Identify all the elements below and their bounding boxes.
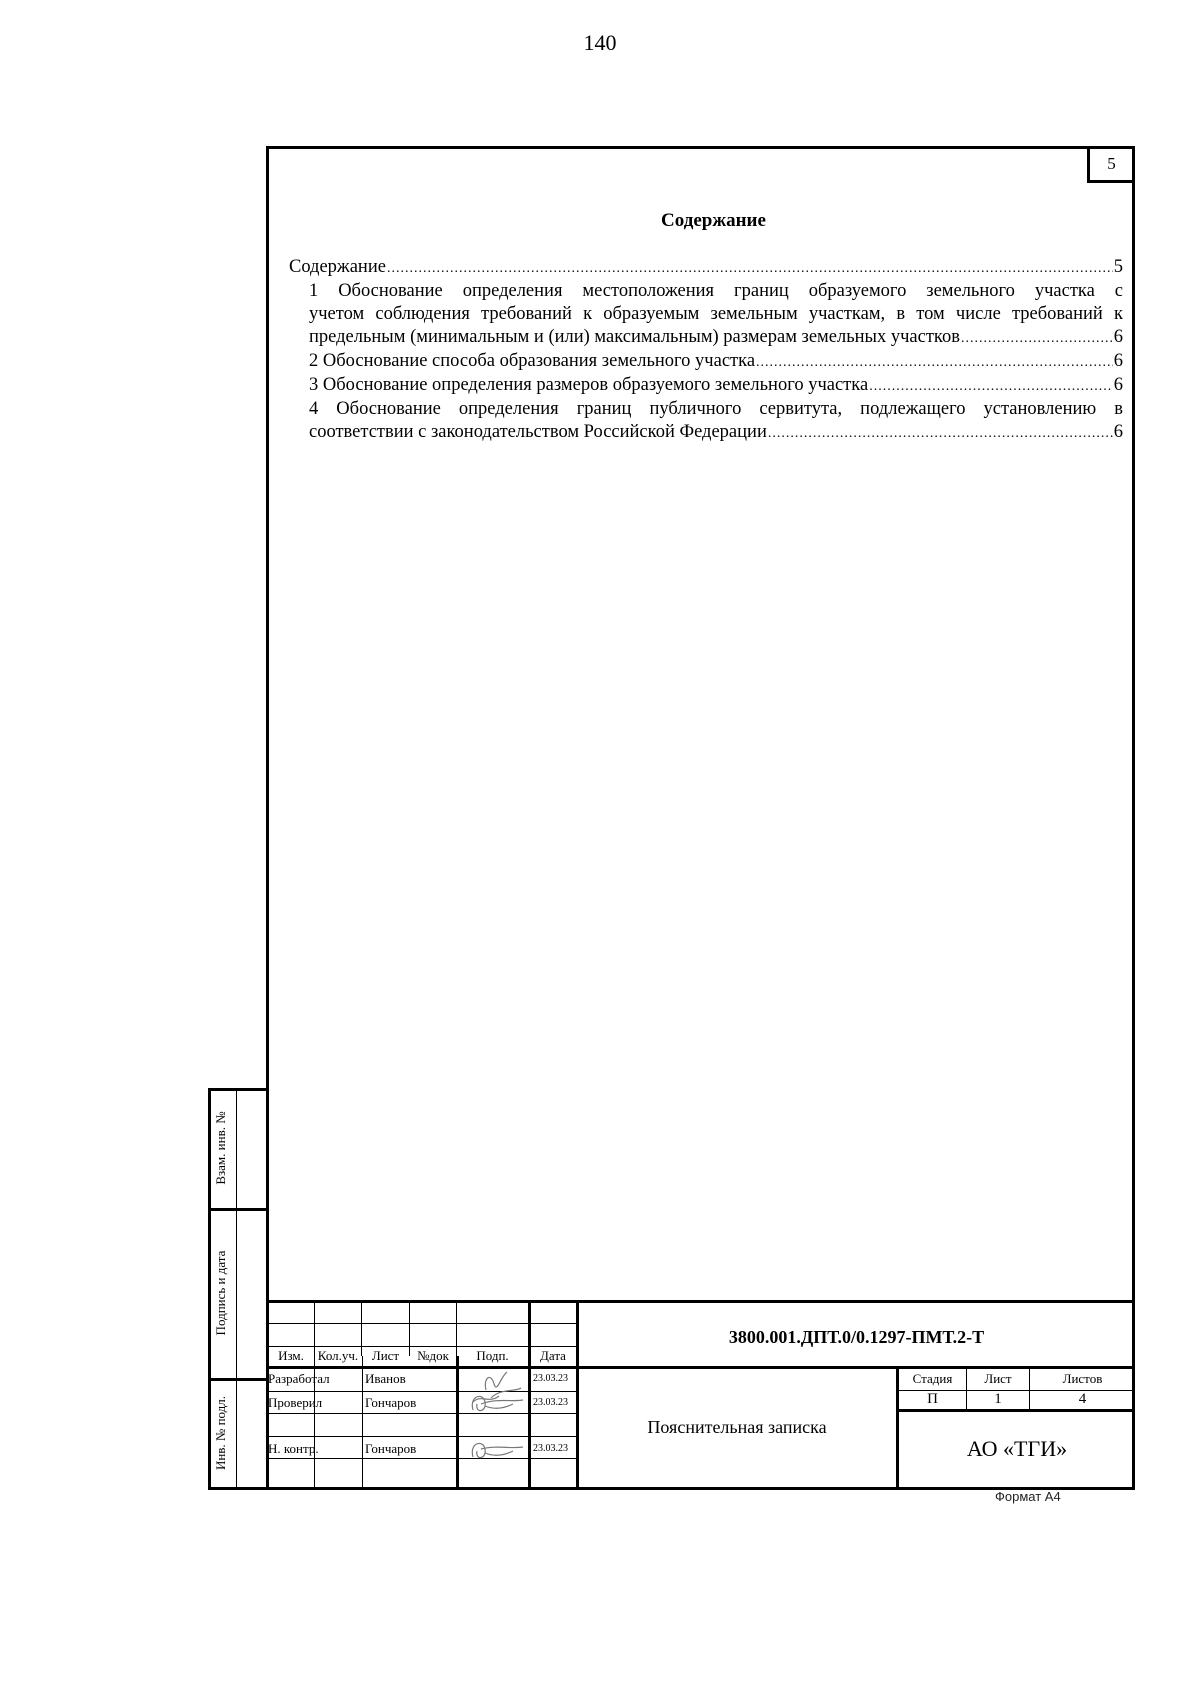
row-name: Гончаров xyxy=(365,1441,417,1456)
toc-entry[interactable] xyxy=(289,256,1123,280)
toc-entry-page: 6 xyxy=(1113,375,1123,395)
toc-entry-text: 2 Обоснование способа образования земельного участка xyxy=(309,351,756,371)
toc-leader xyxy=(756,350,1113,374)
toc-entry-text: 4 Обоснование определения границ публичного сервитута, подлежащего установлению в xyxy=(309,399,1123,419)
organization-name: АО «ТГИ» xyxy=(966,1436,1068,1461)
sheet-header: Лист xyxy=(984,1371,1012,1386)
document-code: 3800.001.ДПТ.0/0.1297-ПМТ.2-Т xyxy=(728,1327,985,1347)
header-ndok: №док xyxy=(417,1348,449,1363)
toc-title: Содержание xyxy=(661,210,766,231)
sheet-number: 5 xyxy=(1087,148,1133,183)
stamp-vzam-label: Взам. инв. № xyxy=(213,1111,228,1185)
toc-leader xyxy=(387,256,1113,280)
toc-entry-text: учетом соблюдения требований к образуемым земельным участкам, в том числе требований к xyxy=(309,304,1123,324)
sheets-header: Листов xyxy=(1062,1371,1103,1386)
toc-entry-text: 1 Обоснование определения местоположения границ образуемого земельного участка с xyxy=(309,281,1123,301)
row-name: Иванов xyxy=(365,1371,406,1386)
header-kol-uch: Кол.уч. xyxy=(317,1348,359,1363)
toc-entry-text: Содержание xyxy=(289,257,386,277)
row-name: Гончаров xyxy=(365,1395,417,1410)
header-izm: Изм. xyxy=(278,1348,304,1363)
stage-value: П xyxy=(927,1391,938,1407)
sheets-value: 4 xyxy=(1078,1391,1087,1407)
sheet-value: 1 xyxy=(994,1391,1002,1407)
stamp-podpis-label: Подпись и дата xyxy=(213,1250,228,1336)
stage-header: Стадия xyxy=(912,1371,953,1386)
toc-entry-text: 3 Обоснование определения размеров образуемого земельного участка xyxy=(309,375,869,395)
toc-entry-page: 6 xyxy=(1113,327,1123,347)
row-date: 23.03.23 xyxy=(533,1443,568,1454)
signature-goncharov xyxy=(461,1388,531,1418)
header-podp: Подп. xyxy=(476,1348,509,1363)
title-block xyxy=(266,1300,1135,1490)
row-role: Н. контр. xyxy=(268,1441,319,1456)
toc-entry[interactable] xyxy=(289,398,1123,445)
row-date: 23.03.23 xyxy=(533,1373,568,1384)
stamp-inv-label: Инв. № подл. xyxy=(213,1395,228,1471)
toc-entry[interactable] xyxy=(289,374,1123,398)
document-name: Пояснительная записка xyxy=(647,1417,827,1437)
toc-entry-page: 6 xyxy=(1113,422,1123,442)
header-list: Лист xyxy=(371,1348,400,1363)
side-stamps xyxy=(208,1088,269,1490)
toc-entry[interactable] xyxy=(289,280,1123,350)
toc-leader xyxy=(869,374,1113,398)
toc-entry-page: 5 xyxy=(1113,257,1123,277)
table-of-contents xyxy=(289,256,1123,445)
signature-goncharov-nkontr xyxy=(461,1435,531,1465)
toc-leader xyxy=(961,326,1113,350)
toc-entry-text: предельным (минимальным и (или) максимальным) размерам земельных участков xyxy=(309,327,960,347)
format-label: Формат А4 xyxy=(995,1489,1061,1504)
row-role: Проверил xyxy=(268,1395,323,1410)
header-data: Дата xyxy=(540,1348,566,1363)
row-date: 23.03.23 xyxy=(533,1397,568,1408)
toc-entry-page: 6 xyxy=(1113,351,1123,371)
toc-entry[interactable] xyxy=(289,350,1123,374)
page-number: 140 xyxy=(583,30,617,55)
toc-leader xyxy=(768,421,1113,445)
row-role: Разработал xyxy=(268,1371,330,1386)
toc-entry-text: соответствии с законодательством Российской Федерации xyxy=(309,422,767,442)
